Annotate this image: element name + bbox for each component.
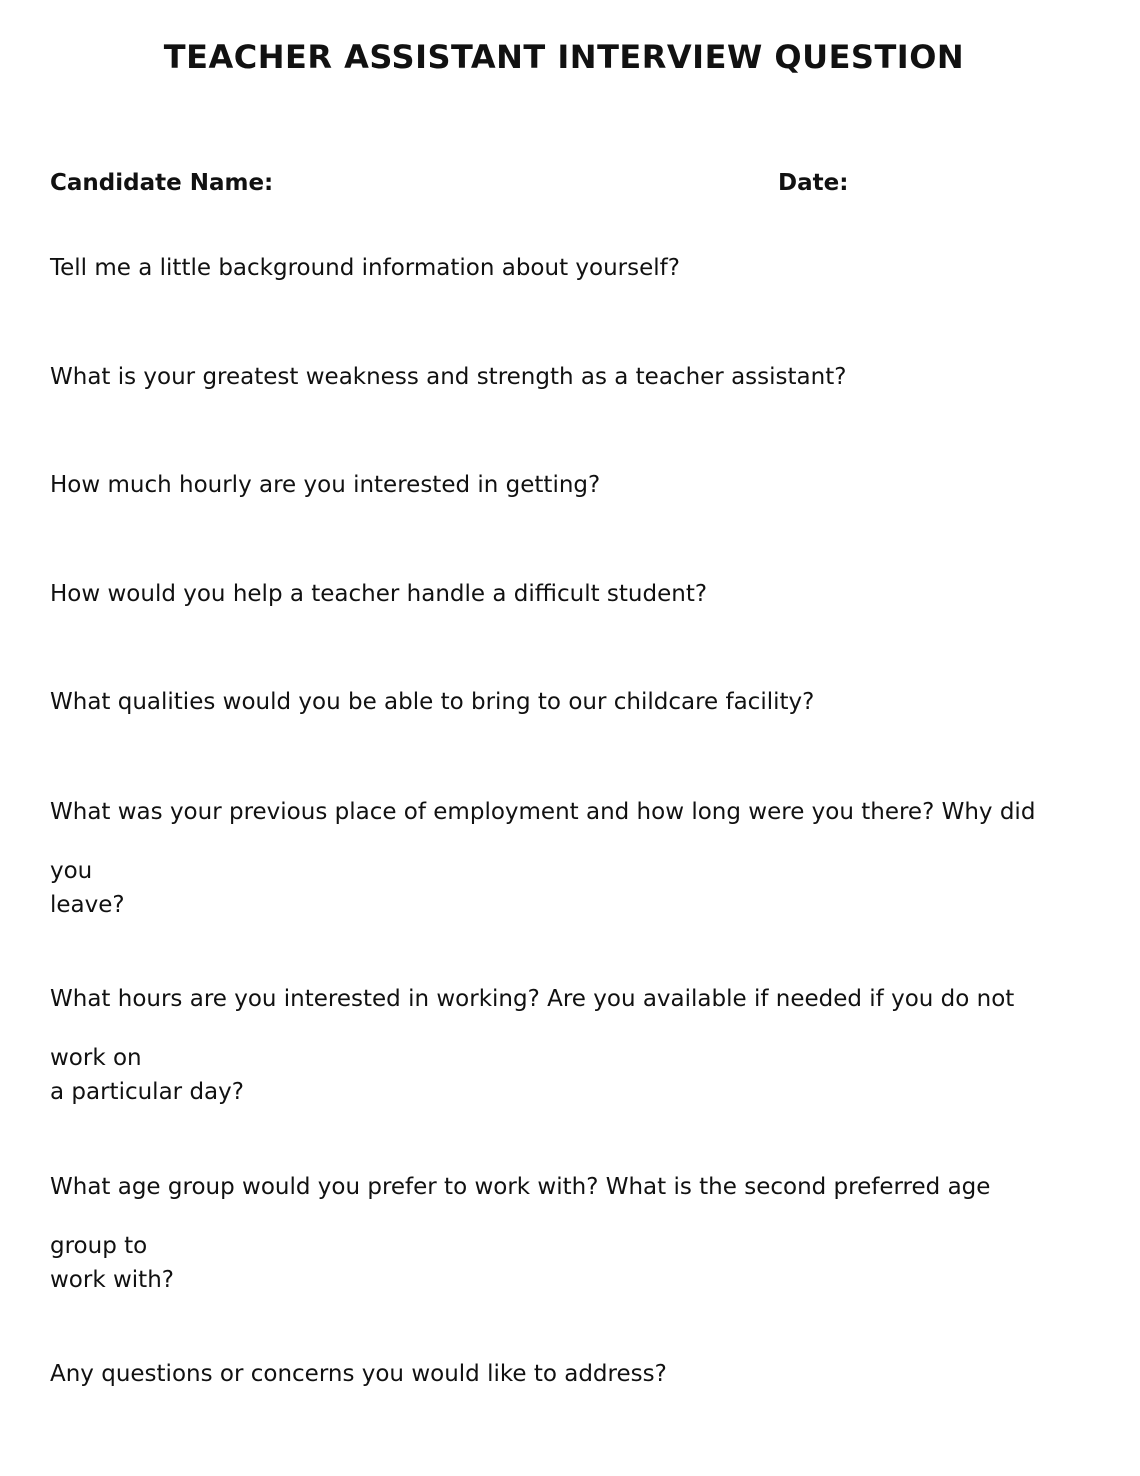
question-1 [50, 251, 1110, 285]
question-5 [50, 685, 1110, 719]
question-line: leave? [50, 892, 125, 918]
question-line: What hours are you interested in working? Are you available if needed if you do not [50, 986, 1015, 1012]
question-line: What is your greatest weakness and strength as a teacher assistant? [50, 364, 847, 390]
question-line: work with? [50, 1267, 174, 1293]
question-line: How much hourly are you interested in getting? [50, 472, 601, 498]
question-4 [50, 577, 1110, 611]
question-9 [50, 1357, 1110, 1391]
question-line: What age group would you prefer to work with? What is the second preferred age [50, 1174, 991, 1200]
question-line: group to [50, 1233, 148, 1259]
question-line: Tell me a little background information about yourself? [50, 255, 680, 281]
question-3 [50, 468, 1110, 502]
question-line: a particular day? [50, 1079, 244, 1105]
question-8 [50, 1170, 1110, 1297]
candidate-name-label: Candidate Name: [50, 170, 274, 196]
question-line: What was your previous place of employment and how long were you there? Why did [50, 799, 1036, 825]
question-7 [50, 982, 1110, 1109]
question-2 [50, 360, 1110, 394]
question-6 [50, 795, 1110, 922]
document-title: TEACHER ASSISTANT INTERVIEW QUESTION [163, 38, 965, 76]
question-line: you [50, 858, 93, 884]
question-line: work on [50, 1045, 142, 1071]
date-label: Date: [778, 170, 849, 196]
question-line: How would you help a teacher handle a difficult student? [50, 581, 708, 607]
question-line: Any questions or concerns you would like to address? [50, 1361, 667, 1387]
question-line: What qualities would you be able to bring to our childcare facility? [50, 689, 815, 715]
